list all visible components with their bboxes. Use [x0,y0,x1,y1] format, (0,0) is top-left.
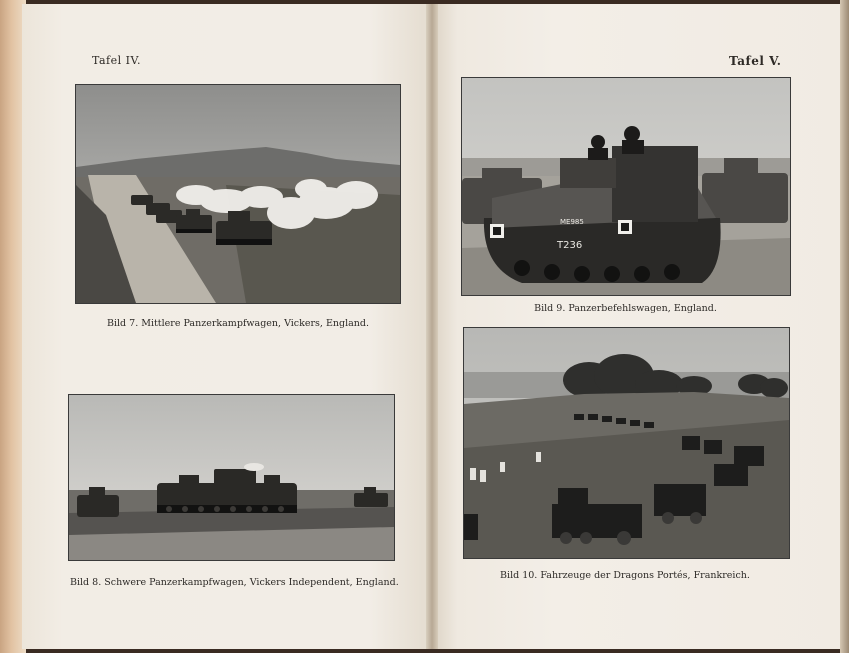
photo-bild-8 [68,394,395,561]
caption-bild-8: Bild 8. Schwere Panzerkampfwagen, Vickers Independent, England. [70,577,399,588]
tank-marking-number: T236 [557,240,583,251]
book-edge-right [840,0,849,653]
caption-bild-9: Bild 9. Panzerbefehlswagen, England. [534,303,717,314]
plate-header-left: Tafel IV. [92,54,141,67]
plate-header-right: Tafel V. [729,54,782,68]
tank-marking-plate: ME985 [560,218,584,226]
photo-bild-7 [75,84,401,304]
photo-bild-9 [461,77,791,296]
book-gutter [426,4,438,649]
caption-bild-7: Bild 7. Mittlere Panzerkampfwagen, Vickers, England. [106,318,370,329]
caption-bild-10: Bild 10. Fahrzeuge der Dragons Portés, Frankreich. [500,570,750,581]
photo-bild-10 [463,327,790,559]
